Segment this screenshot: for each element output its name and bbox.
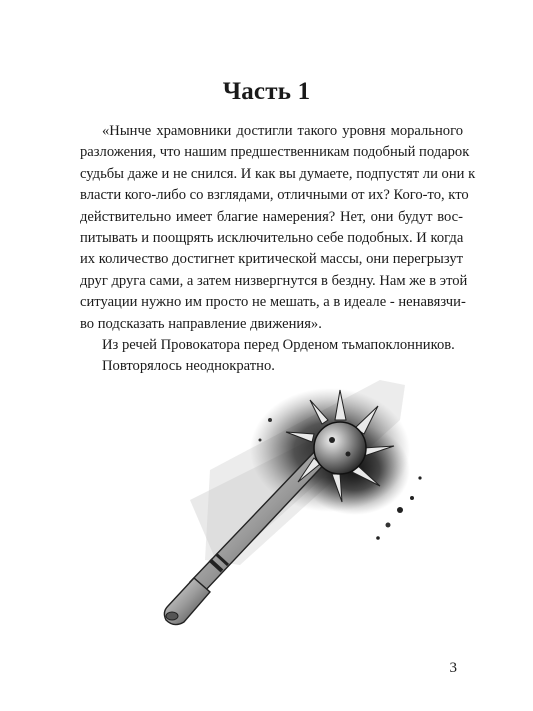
epigraph-line: «Нынче храмовники достигли такого уровня морального <box>102 123 463 139</box>
chapter-title: Часть 1 <box>222 78 311 105</box>
spiked-mace-icon <box>150 360 450 640</box>
page-number: 3 <box>449 660 457 676</box>
epigraph-line: во подсказать направление движения». <box>80 315 322 332</box>
epigraph-line: судьбы даже и не снился. И как вы думаете, подпустят ли они к <box>80 165 476 182</box>
epigraph-line: действительно имеет благие намерения? Нет, они будут вос- <box>80 208 463 225</box>
epigraph-note: Повторялось неоднократно. <box>102 358 275 375</box>
epigraph-line: разложения, что нашим предшественникам подобный подарок <box>80 144 470 161</box>
epigraph-attribution: Из речей Провокатора перед Орденом тьмапоклонников. <box>102 337 455 354</box>
epigraph-block <box>80 121 476 378</box>
epigraph-line: ситуации нужно им просто не мешать, а в идеале - ненавязчи- <box>80 294 466 311</box>
epigraph-line: власти кого-либо со взглядами, отличными от их? Кого-то, кто <box>80 187 469 204</box>
epigraph-line: питывать и поощрять исключительно себе подобных. И когда <box>80 230 464 247</box>
epigraph-line: друг друга сами, а затем низвергнутся в бездну. Нам же в этой <box>80 272 468 289</box>
epigraph-line: их количество достигнет критической массы, они перегрызут <box>80 251 463 268</box>
